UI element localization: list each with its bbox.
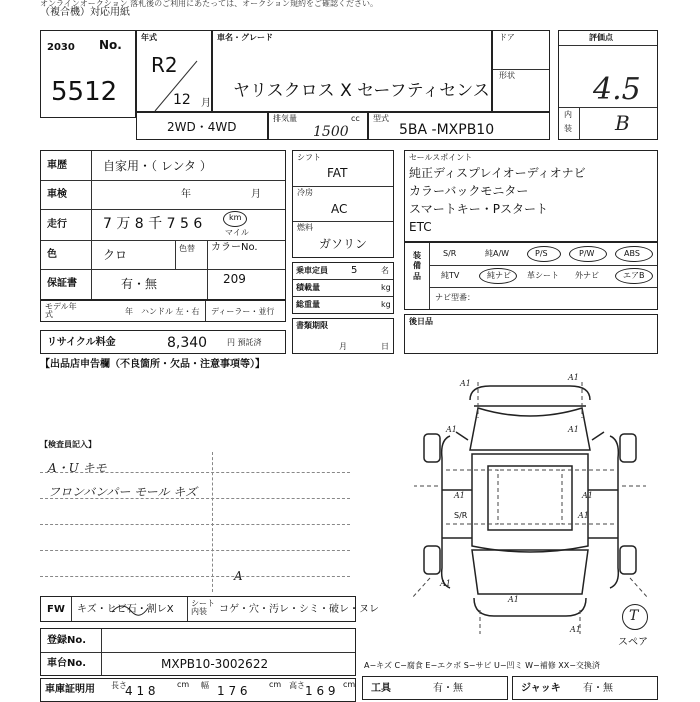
ac-value: AC bbox=[331, 202, 348, 216]
lot-number: 5512 bbox=[51, 77, 118, 107]
year-label: 年式 bbox=[141, 33, 157, 42]
interior-score: B bbox=[615, 111, 630, 135]
rear-label: 後日品 bbox=[409, 317, 433, 326]
inspection-month-unit: 月 bbox=[251, 189, 261, 200]
month-unit: 月 bbox=[201, 98, 211, 109]
equip-navi: 純ナビ bbox=[487, 271, 511, 280]
mark-rear-right: A1 bbox=[570, 625, 581, 634]
details-box bbox=[40, 150, 286, 300]
rear-box bbox=[404, 314, 658, 354]
drive-value: 2WD・4WD bbox=[167, 120, 237, 134]
name-label: 車名・グレード bbox=[217, 33, 273, 42]
lot-box bbox=[40, 30, 136, 118]
height-label: 高さ bbox=[289, 681, 305, 690]
equip-sr: S/R bbox=[443, 249, 457, 258]
sales-point-2: カラーバックモニター bbox=[409, 184, 529, 198]
doc-period-label: 書類期限 bbox=[296, 321, 328, 330]
weight-label: 総重量 bbox=[296, 300, 320, 309]
model-label: 型式 bbox=[373, 114, 389, 123]
mark-hood-left: A1 bbox=[446, 425, 457, 434]
color-value: クロ bbox=[103, 248, 128, 262]
warranty-value: 有・無 bbox=[121, 277, 158, 291]
mileage-digits: 7 万 8 千 7 5 6 bbox=[103, 216, 203, 232]
lot-no-label: No. bbox=[99, 38, 122, 52]
spare-label: スペア bbox=[618, 637, 648, 648]
mark-front-right: A1 bbox=[568, 373, 579, 382]
capacity-box bbox=[292, 262, 394, 314]
equip-alloy: 純A/W bbox=[485, 249, 510, 258]
sales-points-box bbox=[404, 150, 658, 242]
registration-label: 登録No. bbox=[47, 635, 87, 646]
year-box bbox=[136, 30, 212, 112]
sales-point-4: ETC bbox=[409, 220, 432, 234]
length-value: 4 1 8 bbox=[125, 684, 156, 698]
width-label: 幅 bbox=[201, 681, 209, 690]
name-value: ヤリスクロス X セーフティセンス bbox=[233, 81, 490, 101]
registration-box bbox=[40, 628, 356, 676]
width-unit: cm bbox=[269, 680, 282, 689]
tools-label: 工具 bbox=[371, 683, 391, 694]
height-value: 1 6 9 bbox=[305, 684, 336, 698]
car-diagram bbox=[410, 378, 650, 638]
inspector-note-2: フロンバンパー モール キズ bbox=[48, 485, 197, 499]
recycle-unit: 円 預託済 bbox=[227, 338, 262, 347]
equip-ps: P/S bbox=[535, 249, 548, 258]
shape-label: 形状 bbox=[499, 71, 515, 80]
model-value: 5BA -MXPB10 bbox=[399, 122, 495, 138]
equip-airbag: エアB bbox=[623, 271, 645, 280]
displacement-unit: cc bbox=[351, 114, 360, 123]
capacity-value: 5 bbox=[351, 265, 358, 276]
year-month: 12 bbox=[173, 92, 191, 108]
model-box bbox=[368, 112, 550, 140]
fuel-label: 燃料 bbox=[297, 223, 313, 232]
fw-scribble bbox=[110, 600, 150, 620]
tools-box bbox=[362, 676, 508, 700]
jack-label: ジャッキ bbox=[521, 683, 561, 694]
capacity-unit: 名 bbox=[381, 266, 389, 275]
equipment-box bbox=[404, 242, 658, 310]
capacity-label: 乗車定員 bbox=[296, 266, 328, 275]
garage-cert-row bbox=[40, 678, 356, 702]
fw-row bbox=[40, 596, 379, 622]
interior-label-2: 装 bbox=[564, 124, 572, 133]
mark-door-right: A1 bbox=[582, 491, 593, 500]
inspection-year-unit: 年 bbox=[181, 189, 191, 200]
specs-box bbox=[292, 150, 394, 258]
recycle-value: 8,340 bbox=[167, 335, 208, 351]
form-type-label: （複合機）対応用紙 bbox=[40, 7, 130, 18]
dealer-label: ディーラー・並行 bbox=[211, 307, 275, 316]
history-value: 自家用・（ レンタ ） bbox=[103, 159, 212, 173]
equip-ext-navi: 外ナビ bbox=[575, 271, 599, 280]
door-shape-box bbox=[492, 30, 550, 112]
sales-points-label: セールスポイント bbox=[409, 153, 473, 162]
notes-label: 【出品店申告欄（不良箇所・欠品・注意事項等）】 bbox=[40, 359, 265, 370]
mark-rear-left: A1 bbox=[440, 579, 451, 588]
color-no-label: カラーNo. bbox=[211, 242, 258, 253]
model-year-label: モデル年式 bbox=[45, 302, 77, 319]
recycle-row bbox=[40, 330, 286, 354]
score-label: 評価点 bbox=[589, 33, 613, 42]
shift-value: FAT bbox=[327, 166, 348, 180]
chassis-value: MXPB10-3002622 bbox=[161, 657, 269, 671]
equip-pw: P/W bbox=[579, 249, 595, 258]
width-value: 1 7 6 bbox=[217, 684, 248, 698]
model-year-unit: 年 bbox=[125, 307, 133, 316]
displacement-label: 排気量 bbox=[273, 114, 297, 123]
equipment-label: 装備品 bbox=[413, 251, 421, 281]
fw-label: FW bbox=[47, 604, 65, 615]
inspector-note-1: A・U キモ bbox=[48, 461, 107, 475]
handle-label: ハンドル 左・右 bbox=[141, 307, 200, 316]
interior-label-1: 内 bbox=[564, 110, 572, 119]
mark-sr-left: S/R bbox=[454, 511, 468, 520]
height-unit: cm bbox=[343, 680, 356, 689]
mark-front-left: A1 bbox=[460, 379, 471, 388]
fw-value: キズ・ヒビ石・割レX bbox=[77, 604, 174, 615]
color-no-value: 209 bbox=[223, 272, 246, 286]
length-label: 長さ bbox=[111, 681, 127, 690]
drive-box bbox=[136, 112, 268, 140]
nav-model-label: ナビ型番： bbox=[435, 293, 475, 302]
mileage-label: 走行 bbox=[47, 219, 67, 230]
door-label: ドア bbox=[499, 33, 515, 42]
year-value: R2 bbox=[151, 53, 178, 77]
sales-point-1: 純正ディスプレイオーディオナビ bbox=[409, 166, 586, 180]
mark-hood-right: A1 bbox=[568, 425, 579, 434]
load-label: 積載量 bbox=[296, 283, 320, 292]
name-box bbox=[212, 30, 492, 112]
spare-mark: T bbox=[629, 608, 639, 624]
equip-leather: 革シート bbox=[527, 271, 559, 280]
fuel-value: ガソリン bbox=[319, 237, 368, 251]
jack-value: 有・無 bbox=[583, 683, 613, 694]
mark-fw: A bbox=[234, 569, 243, 583]
chassis-label: 車台No. bbox=[47, 658, 87, 669]
mileage-unit-km: km bbox=[229, 213, 242, 222]
mark-sr-right: A1 bbox=[578, 511, 589, 520]
model-year-row bbox=[40, 300, 286, 322]
inspector-label: 【検査員記入】 bbox=[40, 440, 96, 449]
doc-period-box bbox=[292, 318, 394, 354]
load-unit: kg bbox=[381, 283, 391, 292]
displacement-box bbox=[268, 112, 368, 140]
recycle-label: リサイクル料金 bbox=[47, 337, 116, 348]
mark-rear-center: A1 bbox=[508, 595, 519, 604]
equip-tv: 純TV bbox=[441, 271, 460, 280]
shift-label: シフト bbox=[297, 153, 321, 162]
seat-interior-value: コゲ・穴・汚レ・シミ・破レ・ヌレ bbox=[219, 604, 379, 615]
equip-abs: ABS bbox=[624, 249, 640, 258]
top-cutoff-text: オンラインオークション 落札後のご利用にあたっては、オークション規約をご確認ください。 bbox=[40, 0, 378, 8]
history-label: 車歴 bbox=[47, 160, 67, 171]
score-box bbox=[558, 30, 658, 140]
tools-value: 有・無 bbox=[433, 683, 463, 694]
year-slash bbox=[137, 31, 213, 113]
mileage-unit-mile: マイル bbox=[225, 228, 249, 237]
doc-period-day: 日 bbox=[381, 342, 389, 351]
damage-legend: A−キズ C−腐食 E−エクボ S−サビ U−凹ミ W−補修 XX−交換済 bbox=[364, 661, 600, 670]
length-unit: cm bbox=[177, 680, 190, 689]
ac-label: 冷房 bbox=[297, 188, 313, 197]
score-value: 4.5 bbox=[593, 72, 641, 107]
lot-code: 2030 bbox=[47, 42, 75, 53]
weight-unit: kg bbox=[381, 300, 391, 309]
doc-period-month: 月 bbox=[339, 342, 347, 351]
seat-interior-label: シート内装 bbox=[191, 599, 215, 616]
warranty-label: 保証書 bbox=[47, 278, 77, 289]
color-change-label: 色替 bbox=[179, 244, 195, 253]
mark-door-left: A1 bbox=[454, 491, 465, 500]
cert-label: 車庫証明用 bbox=[45, 684, 95, 695]
sales-point-3: スマートキー・Pスタート bbox=[409, 202, 548, 216]
jack-box bbox=[512, 676, 658, 700]
inspection-label: 車検 bbox=[47, 189, 67, 200]
displacement-value: 1500 bbox=[313, 124, 349, 140]
color-label: 色 bbox=[47, 249, 57, 260]
